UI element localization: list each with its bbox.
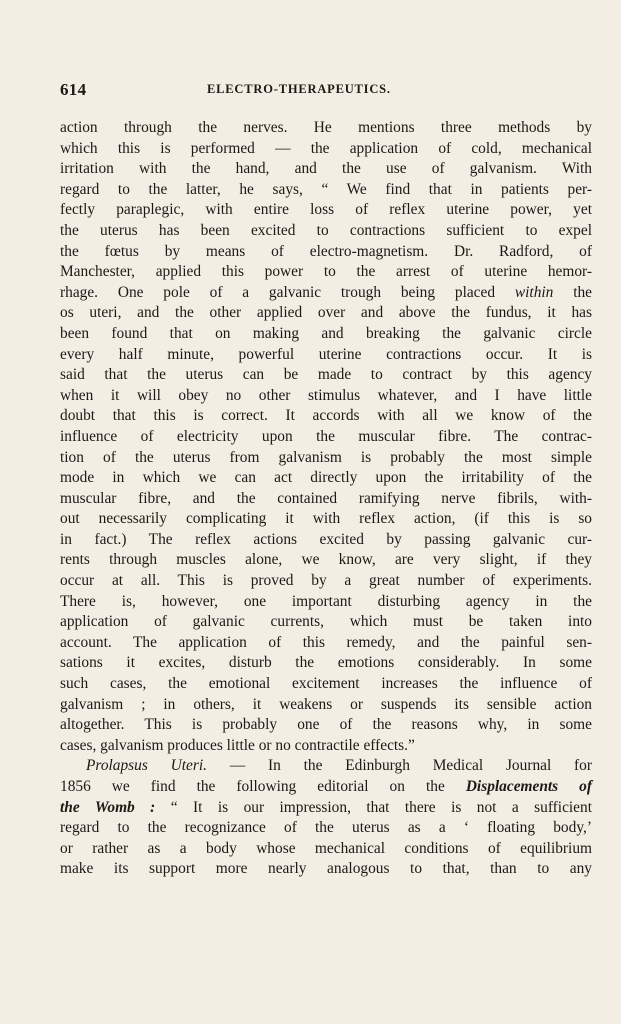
text-line: account. The application of this remedy, and the painful sen- [60,633,592,651]
text-line: or rather as a body whose mechanical conditions of equilibrium [60,839,592,857]
text-segment: the [573,283,592,301]
text-line: action through the nerves. He mentions three methods by [60,119,592,136]
text-line: make its support more nearly analogous to that, than to any [60,860,592,878]
text-line: tion of the uterus from galvanism is probably the most simple [60,448,592,466]
text-line: irritation with the hand, and the use of galvanism. With [60,160,592,178]
text-line: been found that on making and breaking the galvanic circle [60,324,592,342]
text-line: regard to the latter, he says, “ We find that in patients per- [60,180,592,198]
text-line: mode in which we can act directly upon the irritability of the [60,469,592,487]
cited-title: the Womb : [60,798,156,816]
text-line: occur at all. This is proved by a great number of experiments. [60,572,592,590]
text-line: such cases, the emotional excitement increases the influence of [60,675,592,693]
italic-word: within [514,283,554,301]
text-line: the fœtus by means of electro-magnetism. Dr. Radford, of [60,242,592,260]
text-segment: “ It is our impression, that there is not a sufficient [170,798,592,816]
text-line: galvanism ; in others, it weakens or suspends its sensible action [60,695,592,713]
text-line [60,777,592,798]
text-line: altogether. This is probably one of the reasons why, in some [60,716,592,734]
section-heading: Prolapsus Uteri. [86,757,207,775]
text-line: every half minute, powerful uterine contractions occur. It is [60,345,592,363]
text-line: said that the uterus can be made to contract by this agency [60,366,592,384]
text-segment: — In the Edinburgh Medical Journal for [229,757,592,775]
text-line [60,756,592,777]
cited-title: Displacements of [465,778,592,795]
text-line: which this is performed — the application of cold, mechanical [60,139,592,157]
text-line: in fact.) The reflex actions excited by passing galvanic cur- [60,530,592,548]
page-number: 614 [60,80,87,99]
text-line: rents through muscles alone, we know, are very slight, if they [60,551,592,569]
text-line: Manchester, applied this power to the arrest of uterine hemor- [60,263,592,281]
text-line: fectly paraplegic, with entire loss of reflex uterine power, yet [60,201,592,219]
text-line: the uterus has been excited to contractions sufficient to expel [60,221,592,239]
text-line: cases, galvanism produces little or no contractile effects.” [60,736,415,754]
text-line: muscular fibre, and the contained ramifying nerve fibrils, with- [60,489,592,507]
text-line: out necessarily complicating it with reflex action, (if this is so [60,510,592,528]
text-segment: rhage. One pole of a galvanic trough being placed [60,283,496,301]
text-line: There is, however, one important disturbing agency in the [60,592,592,610]
text-line: regard to the recognizance of the uterus as a ‘ floating body,’ [60,819,592,837]
text-line: sations it excites, disturb the emotions considerably. In some [60,654,592,672]
text-line [60,283,592,304]
text-line: os uteri, and the other applied over and above the fundus, it has [60,304,592,322]
text-line: application of galvanic currents, which must be taken into [60,613,592,631]
body-text [60,118,592,880]
text-line [60,798,592,819]
text-segment: 1856 we find the following editorial on the [60,778,445,795]
text-line: influence of electricity upon the muscular fibre. The contrac- [60,427,592,445]
running-title: ELECTRO-THERAPEUTICS. [207,82,391,96]
text-line: when it will obey no other stimulus whatever, and I have little [60,386,592,404]
text-line: doubt that this is correct. It accords with all we know of the [60,407,592,425]
running-head [60,80,592,100]
